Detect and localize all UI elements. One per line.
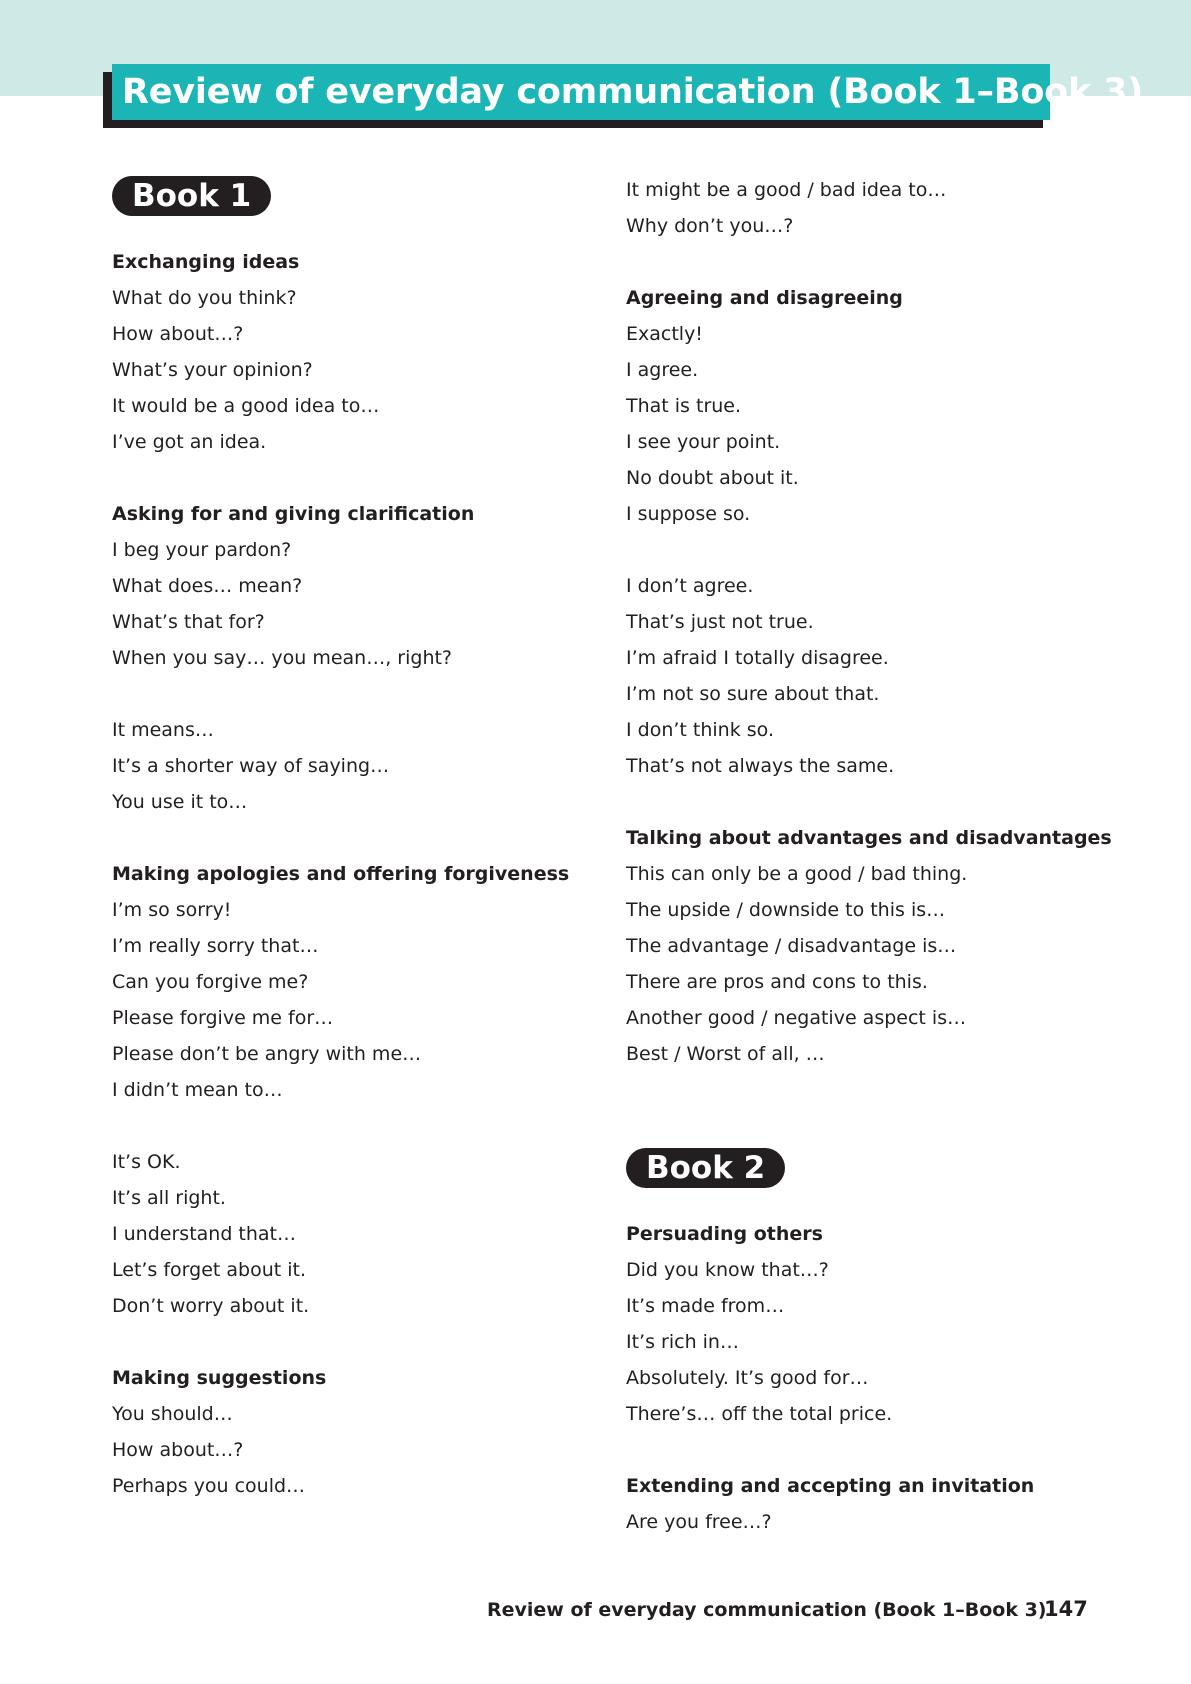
phrase-line: I don’t agree. bbox=[626, 575, 754, 597]
phrase-line: Absolutely. It’s good for… bbox=[626, 1367, 869, 1389]
phrase-line: I agree. bbox=[626, 359, 699, 381]
heading-persuading: Persuading others bbox=[626, 1223, 823, 1245]
heading-exchanging-ideas: Exchanging ideas bbox=[112, 251, 300, 273]
phrase-line: It’s OK. bbox=[112, 1151, 181, 1173]
phrase-line: I’m so sorry! bbox=[112, 899, 232, 921]
phrase-line: It would be a good idea to… bbox=[112, 395, 380, 417]
phrase-line: It’s rich in… bbox=[626, 1331, 739, 1353]
phrase-line: That’s just not true. bbox=[626, 611, 814, 633]
heading-invitation: Extending and accepting an invitation bbox=[626, 1475, 1035, 1497]
phrase-line: I’m not so sure about that. bbox=[626, 683, 880, 705]
phrase-line: What does… mean? bbox=[112, 575, 303, 597]
phrase-line: What’s that for? bbox=[112, 611, 265, 633]
phrase-line: The upside / downside to this is… bbox=[626, 899, 946, 921]
phrase-line: Let’s forget about it. bbox=[112, 1259, 307, 1281]
phrase-line: There are pros and cons to this. bbox=[626, 971, 928, 993]
phrase-line: You use it to… bbox=[112, 791, 248, 813]
phrase-line: It’s made from… bbox=[626, 1295, 785, 1317]
phrase-line: Please don’t be angry with me… bbox=[112, 1043, 422, 1065]
book-2-label: Book 2 bbox=[626, 1148, 785, 1188]
phrase-line: That’s not always the same. bbox=[626, 755, 895, 777]
phrase-line: Are you free…? bbox=[626, 1511, 772, 1533]
phrase-line: Exactly! bbox=[626, 323, 703, 345]
phrase-line: No doubt about it. bbox=[626, 467, 799, 489]
phrase-line: It might be a good / bad idea to… bbox=[626, 179, 947, 201]
phrase-line: What’s your opinion? bbox=[112, 359, 313, 381]
phrase-line: How about…? bbox=[112, 323, 244, 345]
footer-title: Review of everyday communication (Book 1–Book 3) bbox=[487, 1599, 1047, 1621]
heading-advantages: Talking about advantages and disadvantages bbox=[626, 827, 1112, 849]
phrase-line: That is true. bbox=[626, 395, 742, 417]
phrase-line: You should… bbox=[112, 1403, 233, 1425]
heading-suggestions: Making suggestions bbox=[112, 1367, 327, 1389]
phrase-line: Why don’t you…? bbox=[626, 215, 794, 237]
phrase-line: This can only be a good / bad thing. bbox=[626, 863, 968, 885]
phrase-line: It means… bbox=[112, 719, 214, 741]
book-1-label: Book 1 bbox=[112, 176, 271, 216]
phrase-line: Please forgive me for… bbox=[112, 1007, 334, 1029]
phrase-line: I see your point. bbox=[626, 431, 781, 453]
phrase-line: Don’t worry about it. bbox=[112, 1295, 310, 1317]
phrase-line: I understand that… bbox=[112, 1223, 297, 1245]
phrase-line: How about…? bbox=[112, 1439, 244, 1461]
phrase-line: I beg your pardon? bbox=[112, 539, 292, 561]
page-number: 147 bbox=[1044, 1597, 1088, 1621]
phrase-line: I’m really sorry that… bbox=[112, 935, 319, 957]
page-title: Review of everyday communication (Book 1–Book 3) bbox=[122, 72, 1144, 112]
phrase-line: When you say… you mean…, right? bbox=[112, 647, 453, 669]
phrase-line: What do you think? bbox=[112, 287, 297, 309]
heading-apologies: Making apologies and offering forgiveness bbox=[112, 863, 570, 885]
phrase-line: I’m afraid I totally disagree. bbox=[626, 647, 889, 669]
phrase-line: It’s a shorter way of saying… bbox=[112, 755, 390, 777]
phrase-line: Can you forgive me? bbox=[112, 971, 309, 993]
heading-clarification: Asking for and giving clarification bbox=[112, 503, 475, 525]
phrase-line: I didn’t mean to… bbox=[112, 1079, 283, 1101]
heading-agreeing: Agreeing and disagreeing bbox=[626, 287, 903, 309]
phrase-line: It’s all right. bbox=[112, 1187, 226, 1209]
phrase-line: I’ve got an idea. bbox=[112, 431, 267, 453]
phrase-line: Another good / negative aspect is… bbox=[626, 1007, 967, 1029]
phrase-line: I don’t think so. bbox=[626, 719, 774, 741]
phrase-line: I suppose so. bbox=[626, 503, 751, 525]
phrase-line: There’s… off the total price. bbox=[626, 1403, 893, 1425]
phrase-line: Perhaps you could… bbox=[112, 1475, 306, 1497]
phrase-line: Best / Worst of all, … bbox=[626, 1043, 825, 1065]
phrase-line: Did you know that…? bbox=[626, 1259, 829, 1281]
phrase-line: The advantage / disadvantage is… bbox=[626, 935, 957, 957]
